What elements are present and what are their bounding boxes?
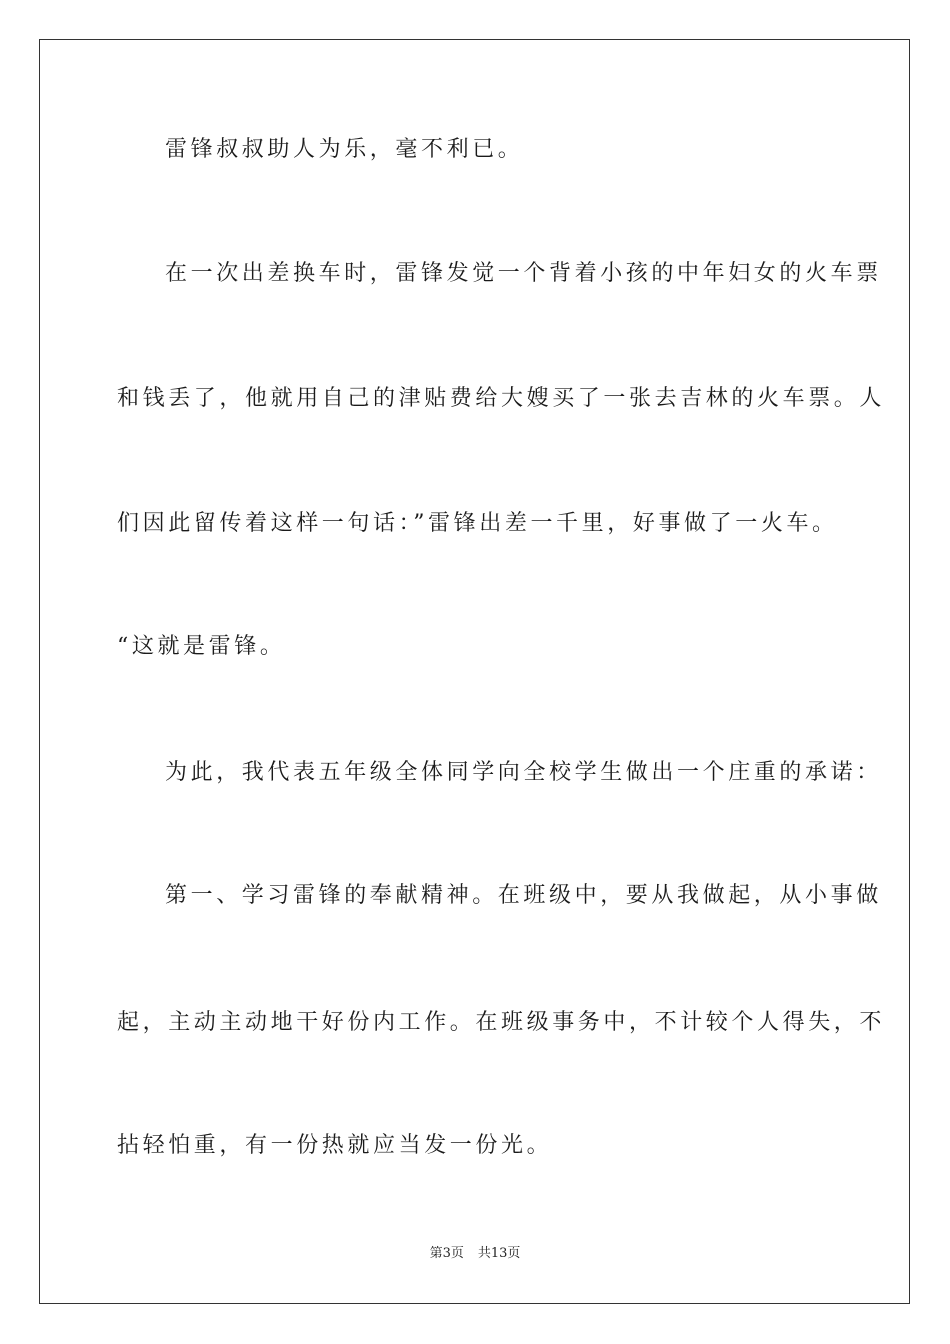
page-frame bbox=[39, 39, 910, 1304]
paragraph-line: 雷锋叔叔助人为乐，毫不利已。 bbox=[165, 137, 524, 162]
paragraph-line: “这就是雷锋。 bbox=[117, 634, 286, 659]
page-number: 第3页 bbox=[429, 1246, 464, 1261]
paragraph-line: 第一、学习雷锋的奉献精神。在班级中，要从我做起，从小事做 bbox=[165, 883, 882, 908]
paragraph-line: 们因此留传着这样一句话：”雷锋出差一千里，好事做了一火车。 bbox=[117, 511, 838, 536]
paragraph-line: 起，主动主动地干好份内工作。在班级事务中，不计较个人得失，不 bbox=[117, 1010, 886, 1035]
paragraph-line: 为此，我代表五年级全体同学向全校学生做出一个庄重的承诺： bbox=[165, 760, 882, 785]
paragraph-line: 和钱丢了，他就用自己的津贴费给大嫂买了一张去吉林的火车票。人 bbox=[117, 386, 886, 411]
total-pages: 共13页 bbox=[477, 1246, 521, 1261]
paragraph-line: 在一次出差换车时，雷锋发觉一个背着小孩的中年妇女的火车票 bbox=[165, 261, 882, 286]
paragraph-line: 拈轻怕重，有一份热就应当发一份光。 bbox=[117, 1133, 553, 1158]
page-footer bbox=[0, 1245, 950, 1263]
